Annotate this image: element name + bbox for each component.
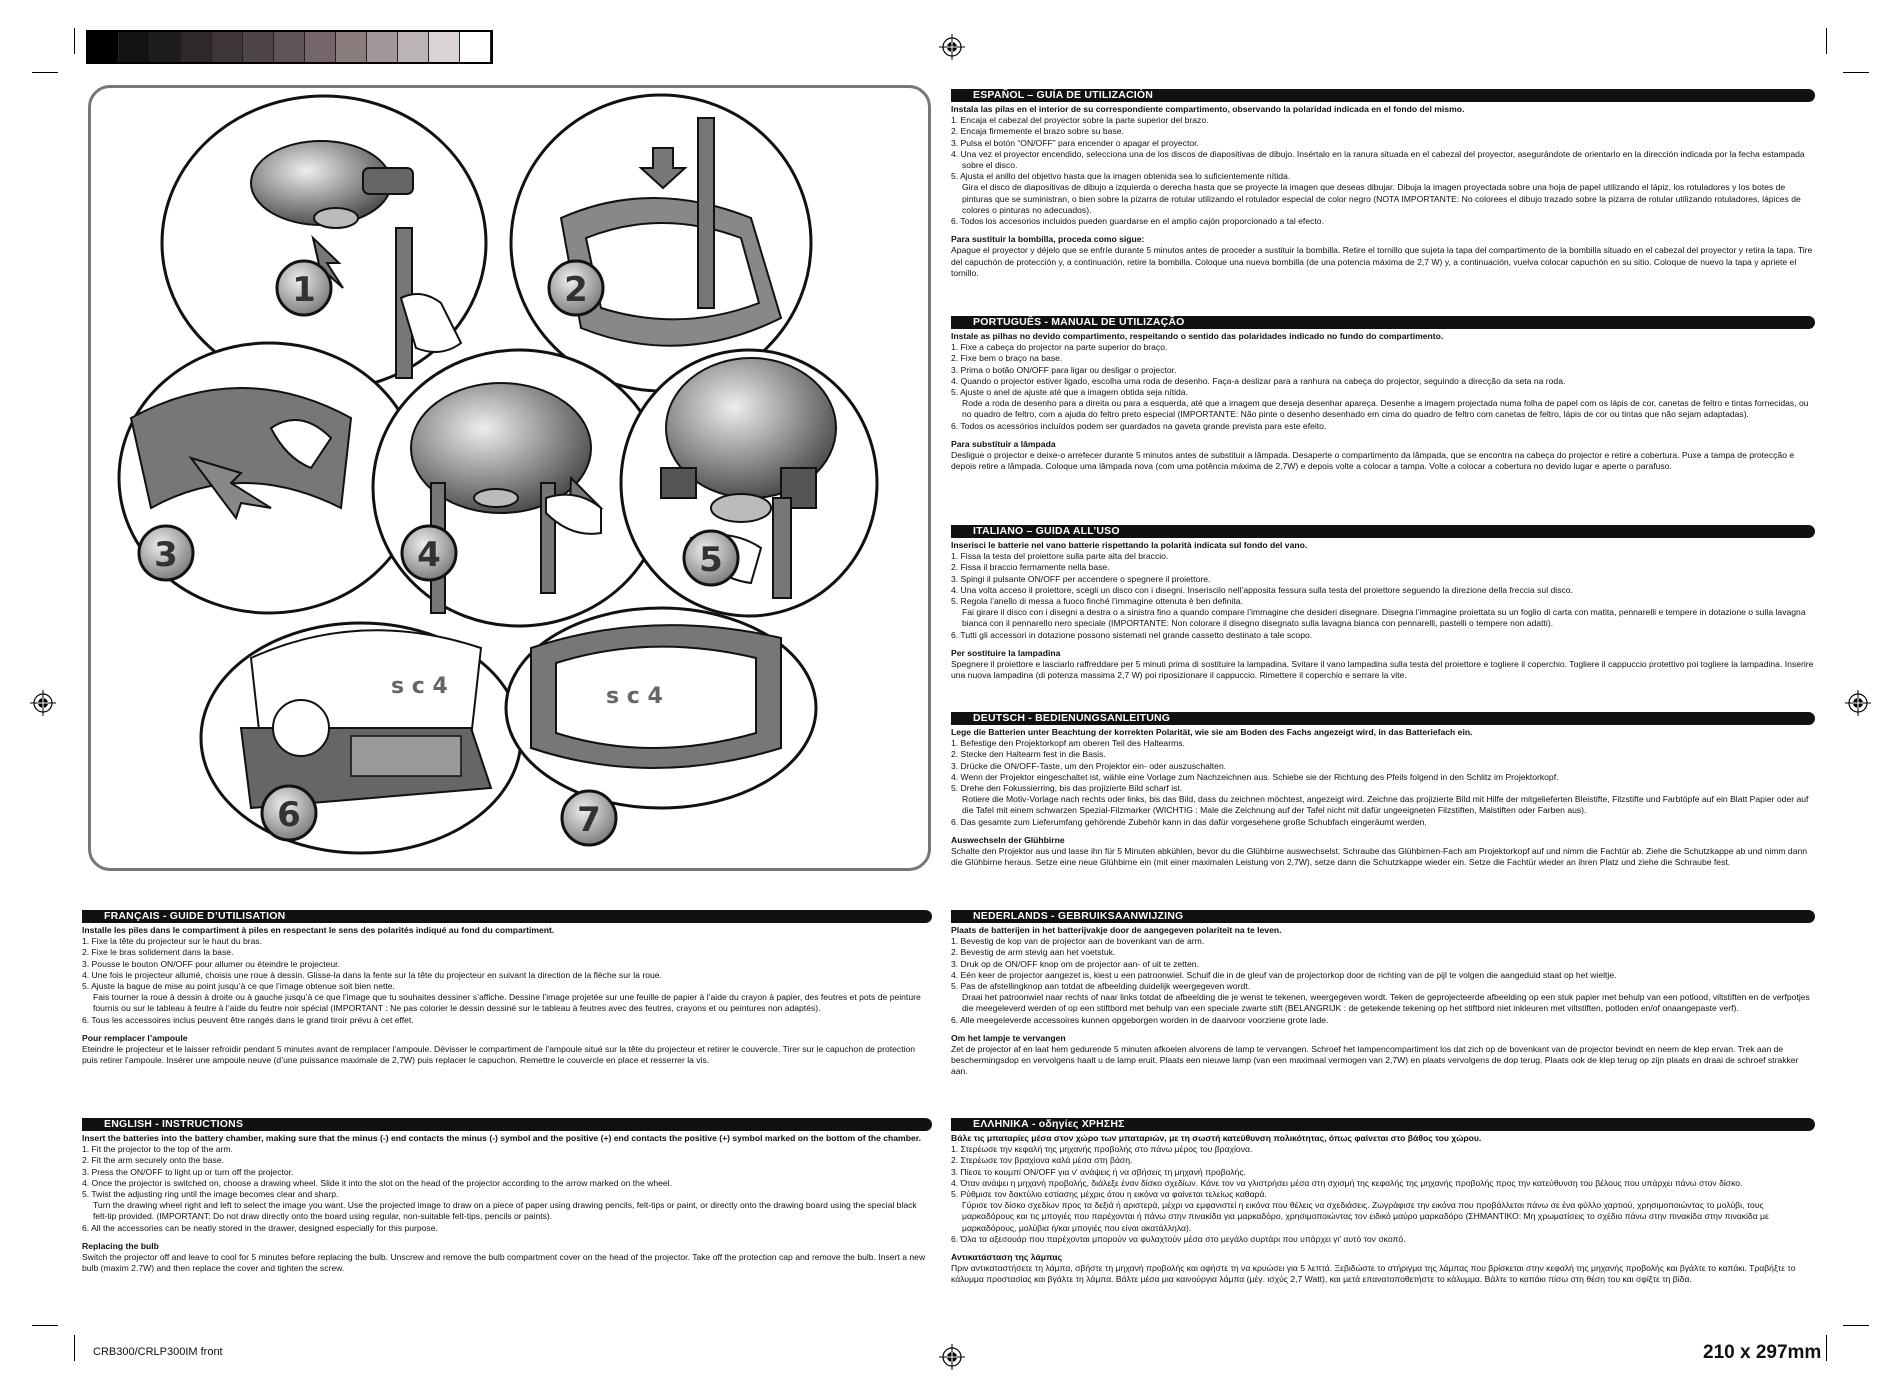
- registration-mark-icon: [1845, 690, 1871, 716]
- crop-mark: [74, 1335, 75, 1361]
- svg-text:s c 4: s c 4: [606, 684, 663, 709]
- bulb-replacement-heading: Replacing the bulb: [82, 1240, 159, 1251]
- section-fr: [82, 910, 932, 1066]
- bulb-replacement-heading: Per sostituire la lampadina: [951, 647, 1061, 658]
- instruction-step: 3. Pulsa el botón “ON/OFF” para encender o apagar el proyector.: [951, 137, 1199, 148]
- bulb-replacement-text: Apague el proyector y déjelo que se enfríe durante 5 minutos antes de proceder a sustituir la bombilla. Retire el tornillo que sujeta la tapa del compartimento de la bombilla situado en el cabezal del proyector y retira la tapa. Tire del capuchón de protección y, a continuación, retire la bombilla. Coloque una nueva bombilla (de una potencia máxima de 2,7 W) y, a continuación, vuelva colocar capuchón en su sitio. Coloque de nuevo la tapa y apriete el tornillo.: [951, 245, 1813, 278]
- step-badge: [684, 531, 738, 585]
- instruction-detail: Gira el disco de diapositivas de dibujo a izquierda o derecha hasta que se proyecte la imagen que deseas dibujar. Dibuja la imagen proyectada sobre una hoja de papel utilizando el lápiz, los rotuladores y los botes de pinturas que se suministran, o bien sobre la pizarra de rotular utilizando el rotulador especial de color negro (NOTA IMPORTANTE: No colorees el dibujo trazado sobre la pizarra de rotular utilizando rotuladores, lápices de colores o pinturas no adecuados).: [962, 182, 1801, 215]
- instruction-step: 5. Ajusta el anillo del objetivo hasta que la imagen obtenida sea lo suficientemente nítida.: [951, 171, 1291, 182]
- registration-mark-icon: [30, 690, 56, 716]
- section-de: [951, 712, 1815, 868]
- section-title: ITALIANO – GUIDA ALL’USO: [951, 525, 1815, 538]
- section-es: [951, 89, 1815, 279]
- instruction-detail: Rotiere die Motiv-Vorlage nach rechts oder links, bis das Bild, dass du zeichnen möchtest, angezeigt wird. Zeichne das projizierte Bild mit Hilfe der mitgelieferten Bleistifte, Filzstifte und Farbtöpfe auf ein Blatt Papier oder auf die Tafel mit einem schwarzen Spezial-Filzmarker (WICHTIG : Male die Zeichnung auf der Tafel nicht mit dafür ungeeigneten Filzstiften, Malstiften oder Farben aus).: [962, 794, 1809, 816]
- step-number: 6: [277, 795, 301, 835]
- step-2-illustration: [511, 95, 811, 391]
- section-title: ΕΛΛΗΝΙΚΑ - οδηγίες ΧΡΗΣΗΣ: [951, 1118, 1815, 1131]
- section-title: FRANÇAIS - GUIDE D’UTILISATION: [82, 910, 932, 923]
- instruction-step: 1. Befestige den Projektorkopf am oberen Teil des Haltearms.: [951, 738, 1185, 749]
- registration-mark-icon: [939, 1344, 965, 1370]
- instruction-step: 2. Στερέωσε τον βραχίονα καλά μέσα στη βάση.: [951, 1155, 1133, 1166]
- step-number: 5: [699, 540, 723, 580]
- instruction-step: 4. Wenn der Projektor eingeschaltet ist, wähle eine Vorlage zum Nachzeichnen aus. Schiebe sie der Richtung des Pfeils folgend in den Schlitz im Projektorkopf.: [951, 771, 1559, 782]
- instruction-step: 1. Bevestig de kop van de projector aan de bovenkant van de arm.: [951, 936, 1205, 947]
- bulb-replacement-heading: Para substituir a lâmpada: [951, 438, 1056, 449]
- instruction-step: 1. Fit the projector to the top of the arm.: [82, 1144, 233, 1155]
- step-badge: [139, 526, 193, 580]
- battery-instruction: Plaats de batterijen in het batterijvakje door de aangegeven polariteit na te leven.: [951, 925, 1282, 935]
- color-swatch: [367, 32, 398, 62]
- instruction-detail: Rode a roda de desenho para a direita ou para a esquerda, até que a imagem que deseja desenhar apareça. Desenhe a imagem projectada numa folha de papel com os lápis de cor, canetas de feltro e tintas fornecidas, ou no quadro de feltro, com a ajuda do feltro preto especial (IMPORTANTE: Não pinte o desenho desenhado em cima do quadro de feltro com canetas de feltro, lápis de cor ou tintas que não sejam adaptadas).: [962, 398, 1809, 420]
- instruction-step: 3. Drücke die ON/OFF-Taste, um den Projektor ein- oder auszuschalten.: [951, 760, 1227, 771]
- step-badge: [262, 786, 316, 840]
- battery-instruction: Instala las pilas en el interior de su correspondiente compartimento, observando la polaridad indicada en el fondo del mismo.: [951, 104, 1465, 114]
- instruction-step: 1. Encaja el cabezal del proyector sobre la parte superior del brazo.: [951, 115, 1209, 126]
- instruction-detail: Turn the drawing wheel right and left to select the image you want. Use the projected image to draw on a piece of paper using drawing pencils, felt-tips or paint, or directly onto the drawing board using the special black felt-tip provided. (IMPORTANT: Do not draw directly onto the board using regular, non-suitable felt-tips, pencils or paints).: [93, 1200, 917, 1222]
- step-number: 4: [417, 535, 441, 575]
- step-6-illustration: [201, 623, 521, 853]
- section-title: PORTUGUÊS - MANUAL DE UTILIZAÇÃO: [951, 316, 1815, 329]
- instruction-step: 2. Fissa il braccio fermamente nella base.: [951, 562, 1110, 573]
- bulb-replacement-heading: Pour remplacer l’ampoule: [82, 1032, 188, 1043]
- instruction-step: 4. Once the projector is switched on, choose a drawing wheel. Slide it into the slot on the head of the projector according to the arrow marked on the wheel.: [82, 1177, 672, 1188]
- color-swatch: [305, 32, 336, 62]
- instruction-step: 3. Press the ON/OFF to light up or turn off the projector.: [82, 1166, 294, 1177]
- instruction-detail: Fais tourner la roue à dessin à droite ou à gauche jusqu’à ce que l’image que tu souhaites dessiner s’affiche. Dessine l’image projetée sur une feuille de papier à l’aide du crayon à papier, des feutres et pots de peinture fournis ou sur le tableau à feutre à l’aide du feutre noir spécial (IMPORTANT : Ne pas colorier le dessin dessiné sur le tableau à feutres avec des feutres, crayons et ou peintures non adaptés).: [93, 992, 921, 1014]
- instruction-step: 3. Prima o botão ON/OFF para ligar ou desligar o projector.: [951, 364, 1177, 375]
- crop-mark: [1826, 1335, 1827, 1361]
- bulb-replacement-text: Zet de projector af en laat hem gedurende 5 minuten afkoelen alvorens de lamp te vervangen. Schroef het lampencompartiment los dat zich op de bovenkant van de projector bevindt en neem de klep ervan. Trek aan de beschermingsdop en vervolgens haalt u de lamp eruit. Plaats een nieuwe lamp (van een maximaal vermogen van 2,7W) en plaats vervolgens de dop terug. Plaats ook de klep terug op zijn plaats en draai de schroef strakker aan.: [951, 1044, 1799, 1077]
- instruction-step: 6. Todos los accesorios incluidos pueden guardarse en el amplio cajón proporcionado a tal efecto.: [951, 216, 1324, 227]
- page-size-label: 210 x 297mm: [1703, 1342, 1822, 1363]
- crop-mark: [74, 28, 75, 54]
- section-title: ENGLISH - INSTRUCTIONS: [82, 1118, 932, 1131]
- bulb-replacement-text: Switch the projector off and leave to cool for 5 minutes before replacing the bulb. Unscrew and remove the bulb compartment cover on the head of the projector. Take off the protection cap and remove the bulb. Insert a new bulb (maxim 2.7W) and then replace the cover and tighten the screw.: [82, 1252, 926, 1274]
- instruction-step: 6. Todos os acessórios incluídos podem ser guardados na gaveta grande prevista para este efeito.: [951, 420, 1327, 431]
- instruction-step: 5. Ρύθμισε τον δακτύλιο εστίασης μέχρις ότου η εικόνα να φαίνεται τελείως καθαρά.: [951, 1189, 1267, 1200]
- section-el: [951, 1118, 1815, 1286]
- instruction-step: 3. Druk op de ON/OFF knop om de projector aan- of uit te zetten.: [951, 958, 1199, 969]
- battery-instruction: Lege die Batterien unter Beachtung der korrekten Polarität, wie sie am Boden des Fachs angezeigt wird, in das Batteriefach ein.: [951, 727, 1473, 737]
- registration-mark-icon: [939, 34, 965, 60]
- illustration-panel: [88, 85, 931, 871]
- section-title: NEDERLANDS - GEBRUIKSAANWIJZING: [951, 910, 1815, 923]
- instruction-step: 2. Fit the arm securely onto the base.: [82, 1155, 224, 1166]
- instruction-step: 1. Στερέωσε την κεφαλή της μηχανής προβολής στο πάνω μέρος του βραχίονα.: [951, 1144, 1253, 1155]
- instruction-step: 4. Eén keer de projector aangezet is, kiest u een patroonwiel. Schuif die in de gleuf van de projectorkop door de richting van de pijl te volgen die aangeduid staat op het wieltje.: [951, 969, 1617, 980]
- step-1-illustration: [162, 96, 486, 390]
- instruction-step: 5. Ajuste la bague de mise au point jusqu’à ce que l’image obtenue soit bien nette.: [82, 981, 395, 992]
- color-swatch: [336, 32, 367, 62]
- crop-mark: [1843, 1325, 1869, 1326]
- section-nl: [951, 910, 1815, 1078]
- step-number: 1: [292, 270, 316, 310]
- color-swatch: [243, 32, 274, 62]
- instruction-step: 5. Twist the adjusting ring until the image becomes clear and sharp.: [82, 1189, 339, 1200]
- color-swatch: [181, 32, 212, 62]
- battery-instruction: Βάλε τις μπαταρίες μέσα στον χώρο των μπαταριών, με τη σωστή κατεύθυνση πολικότητας, όπως φαίνεται στο βάθος του χώρου.: [951, 1133, 1482, 1143]
- step-number: 3: [154, 535, 178, 575]
- color-swatch: [88, 32, 119, 62]
- color-swatch: [119, 32, 150, 62]
- instruction-step: 2. Bevestig de arm stevig aan het voetstuk.: [951, 947, 1116, 958]
- instruction-step: 2. Fixe bem o braço na base.: [951, 353, 1063, 364]
- instruction-step: 5. Regola l’anello di messa a fuoco finché l’immagine ottenuta è ben definita.: [951, 596, 1243, 607]
- bulb-replacement-text: Desligue o projector e deixe-o arrefecer durante 5 minutos antes de substituir a lâmpada. Desaperte o compartimento da lâmpada, que se encontra na cabeça do projector e retire a cobertura. Puxe a tampa de protecção e depois retire a lâmpada. Coloque uma lâmpada nova (com uma potência máxima de 2,7W) e depois volte a colocar a tampa. Volte a colocar a cobertura no devido lugar e aperte o parafuso.: [951, 450, 1795, 472]
- instruction-step: 6. Tous les accessoires inclus peuvent être rangés dans le grand tiroir prévu à cet effet.: [82, 1014, 414, 1025]
- battery-instruction: Instale as pilhas no devido compartimento, respeitando o sentido das polaridades indicado no fundo do compartimento.: [951, 331, 1444, 341]
- bulb-replacement-text: Eteindre le projecteur et le laisser refroidir pendant 5 minutes avant de remplacer l’ampoule. Dévisser le compartiment de l’ampoule situé sur la tête du projecteur et retirer le couvercle. Tirer sur le capuchon de protection puis retirer l’ampoule. Insérer une ampoule neuve (d’une puissance maximale de 2,7W) puis replacer le capuchon. Remettre le couvercle en place et resserrer la vis.: [82, 1044, 916, 1066]
- assembly-steps-illustration: [91, 88, 928, 868]
- instruction-step: 4. Όταν ανάψει η μηχανή προβολής, διάλεξε έναν δίσκο σχεδίων. Κάνε τον να γλιστρήσει μέσα στη σχισμή της κεφαλής της μηχανής προβολής προς την κατεύθυνση του βέλους που υπάρχει πάνω στον δίσκο.: [951, 1177, 1743, 1188]
- step-number: 2: [564, 270, 588, 310]
- instruction-step: 6. Alle meegeleverde accessoires kunnen opgeborgen worden in de daarvoor voorziene grote lade.: [951, 1014, 1329, 1025]
- crop-mark: [32, 72, 58, 73]
- instruction-step: 3. Πίεσε το κουμπί ON/OFF για ν' ανάψεις ή να σβήσεις τη μηχανή προβολής.: [951, 1166, 1246, 1177]
- color-swatch: [150, 32, 181, 62]
- instruction-step: 2. Stecke den Haltearm fest in die Basis.: [951, 749, 1106, 760]
- step-badge: [277, 261, 331, 315]
- instruction-step: 1. Fixe a cabeça do projector na parte superior do braço.: [951, 342, 1168, 353]
- section-title: ESPAÑOL – GUÍA DE UTILIZACIÓN: [951, 89, 1815, 102]
- instruction-step: 1. Fixe la tête du projecteur sur le haut du bras.: [82, 936, 263, 947]
- instruction-detail: Draai het patroonwiel naar rechts of naar links totdat de afbeelding die je wenst te tekenen, weergegeven wordt. Teken de geprojecteerde afbeelding op een stuk papier met behulp van een potlood, viltstiften en de verfpotjes die meegeleverd werden of op een stiftbord met behulp van een speciale zwarte stift (BELANGRIJK : de getekende tekening op het stiftbord niet inkleuren met viltstiften, potloden en/of onaangepaste verf).: [962, 992, 1810, 1014]
- battery-instruction: Inserisci le batterie nel vano batterie rispettando la polarità indicata sul fondo del vano.: [951, 540, 1308, 550]
- step-badge: [549, 261, 603, 315]
- bulb-replacement-text: Πριν αντικαταστήσετε τη λάμπα, σβήστε τη μηχανή προβολής και αφήστε τη να κρυώσει για 5 λεπτά. Ξεβιδώστε το στήριγμα της λάμπας που βρίσκεται στην κεφαλή της μηχανής προβολής και βγάλτε το καπάκι. Τραβήξτε το κάλυμμα προστασίας και βγάλτε τη λάμπα. Βάλτε μέσα μια καινούργια λάμπα (μέγ. ισχύς 2,7 Watt), και μετά επανατοποθετήστε το κάλυμμα. Βάλτε το καπάκι πίσω στη θέση του και σφίξτε τη βίδα.: [951, 1263, 1796, 1285]
- instruction-step: 4. Une fois le projecteur allumé, choisis une roue à dessin. Glisse-la dans la fente sur la tête du projecteur en suivant la direction de la flèche sur la roue.: [82, 969, 662, 980]
- color-swatch: [398, 32, 429, 62]
- battery-instruction: Installe les piles dans le compartiment à piles en respectant le sens des polarités indiqué au fond du compartiment.: [82, 925, 555, 935]
- instruction-step: 3. Spingi il pulsante ON/OFF per accendere o spegnere il proiettore.: [951, 573, 1211, 584]
- instruction-step: 6. Das gesamte zum Lieferumfang gehörende Zubehör kann in das dafür vorgesehene große Schubfach eingeräumt werden.: [951, 816, 1427, 827]
- instruction-step: 6. Tutti gli accessori in dotazione possono sistemati nel grande cassetto destinato a tale scopo.: [951, 629, 1313, 640]
- instruction-step: 5. Pas de afstellingknop aan totdat de afbeelding duidelijk weergegeven wordt.: [951, 981, 1251, 992]
- instruction-step: 5. Ajuste o anel de ajuste até que a imagem obtida seja nítida.: [951, 387, 1188, 398]
- color-swatch: [460, 32, 491, 62]
- step-badge: [562, 791, 616, 845]
- section-en: [82, 1118, 932, 1274]
- instruction-step: 5. Drehe den Fokussierring, bis das projizierte Bild scharf ist.: [951, 783, 1183, 794]
- color-swatch: [212, 32, 243, 62]
- instruction-step: 4. Quando o projector estiver ligado, escolha uma roda de desenho. Faça-a deslizar para a ranhura na cabeça do projector, seguindo a direcção da seta na roda.: [951, 375, 1566, 386]
- instruction-step: 2. Encaja firmemente el brazo sobre su base.: [951, 126, 1124, 137]
- instruction-detail: Fai girare il disco con i disegni a destra o a sinistra fino a quando compare l’immagine che desideri disegnare. Disegna l’immagine proiettata su un foglio di carta con matita, pennarelli e tempere in dotazione o sulla lavagna bianca con il pennarello nero speciale (IMPORTANTE: Non colorare il disegno disegnato sulla lavagna bianca con pennarelli, pastelli o tempere non adatti).: [962, 607, 1806, 629]
- instruction-step: 3. Pousse le bouton ON/OFF pour allumer ou éteindre le projecteur.: [82, 958, 340, 969]
- step-7-illustration: [506, 608, 816, 808]
- step-5-illustration: [621, 350, 877, 616]
- bulb-replacement-heading: Auswechseln der Glühbirne: [951, 834, 1065, 845]
- instruction-step: 4. Una volta acceso il proiettore, scegli un disco con i disegni. Inseriscilo nell’apposita fessura sulla testa del proiettore seguendo la direzione della freccia sul disco.: [951, 584, 1573, 595]
- instruction-step: 6. Όλα τα αξεσουάρ που παρέχονται μπορούν να φυλαχτούν μέσα στο μεγάλο συρτάρι που υπάρχει γι' αυτό τον σκοπό.: [951, 1233, 1406, 1244]
- step-badge: [402, 526, 456, 580]
- bulb-replacement-text: Spegnere il proiettore e lasciarlo raffreddare per 5 minuti prima di sostituire la lampadina. Svitare il vano lampadina sulla testa del proiettore e togliere il coperchio. Togliere il cappuccio protettivo poi togliere la lampadina. Inserire una nuova lampadina (di potenza massima 2,7 W) poi riposizionare il cappuccio. Rimettere il coperchio e serrare la vite.: [951, 659, 1814, 681]
- crop-mark: [1826, 28, 1827, 54]
- bulb-replacement-heading: Para sustituir la bombilla, proceda como sigue:: [951, 234, 1145, 245]
- bulb-replacement-text: Schalte den Projektor aus und lasse ihn für 5 Minuten abkühlen, bevor du die Glühbirne auswechselst. Schraube das Glühbirnen-Fach am Projektorkopf auf und nimm die Fachtür ab. Ziehe die Schutzkappe ab und nimm dann die Glühbirne heraus. Setze eine neue Glühbirne ein (mit einer maximalen Leistung von 2,7W), setze dann die Schutzkappe wieder ein. Setze die Fachtür wieder an ihren Platz und ziehe die Schraube fest.: [951, 846, 1808, 868]
- battery-instruction: Insert the batteries into the battery chamber, making sure that the minus (-) end contacts the minus (-) symbol and the positive (+) end contacts the positive (+) symbol marked on the bottom of the chamber.: [82, 1133, 921, 1143]
- instruction-step: 1. Fissa la testa del proiettore sulla parte alta del braccio.: [951, 551, 1169, 562]
- bulb-replacement-heading: Om het lampje te vervangen: [951, 1032, 1066, 1043]
- instruction-step: 4. Una vez el proyector encendido, selecciona una de los discos de diapositivas de dibujo. Insértalo en la ranura situada en el cabezal del proyector, asegurándote de orientarlo en la dirección indicada por la fecha estampada sobre el disco.: [951, 148, 1805, 171]
- instruction-detail: Γύρισε τον δίσκο σχεδίων προς τα δεξιά ή αριστερά, μέχρι να εμφανιστεί η εικόνα που θέλεις να σχεδιάσεις. Ζωγράφισε την εικόνα που προβάλλεται πάνω σε ένα φύλλο χαρτιού, χρησιμοποιώντας το μολύβι, τους μαρκαδόρους και τις μπογιές που παρέχονται ή πάνω στην πινακίδα για μαρκαδόρο, χρησιμοποιώντας τον ειδικό μαύρο μαρκαδόρο (ΣΗΜΑΝΤΙΚΟ: Μη χρωματίσεις το σχέδιο πάνω στην πινακίδα στην πινακίδα με μαρκαδόρους, μολύβια ή/και μπογιές που είναι ακατάλληλα).: [962, 1200, 1769, 1233]
- instruction-step: 2. Fixe le bras solidement dans la base.: [82, 947, 234, 958]
- bulb-replacement-heading: Αντικατάσταση της λάμπας: [951, 1252, 1063, 1263]
- section-title: DEUTSCH - BEDIENUNGSANLEITUNG: [951, 712, 1815, 725]
- crop-mark: [32, 1325, 58, 1326]
- document-code: CRB300/CRLP300IM front: [93, 1346, 223, 1358]
- crop-mark: [1843, 72, 1869, 73]
- instruction-step: 6. All the accessories can be neatly stored in the drawer, designed especially for this purpose.: [82, 1222, 438, 1233]
- color-swatch: [274, 32, 305, 62]
- color-swatch-strip: [86, 30, 493, 64]
- step-number: 7: [577, 800, 601, 840]
- svg-text:s c 4: s c 4: [391, 674, 448, 699]
- section-pt: [951, 316, 1815, 472]
- section-it: [951, 525, 1815, 681]
- color-swatch: [429, 32, 460, 62]
